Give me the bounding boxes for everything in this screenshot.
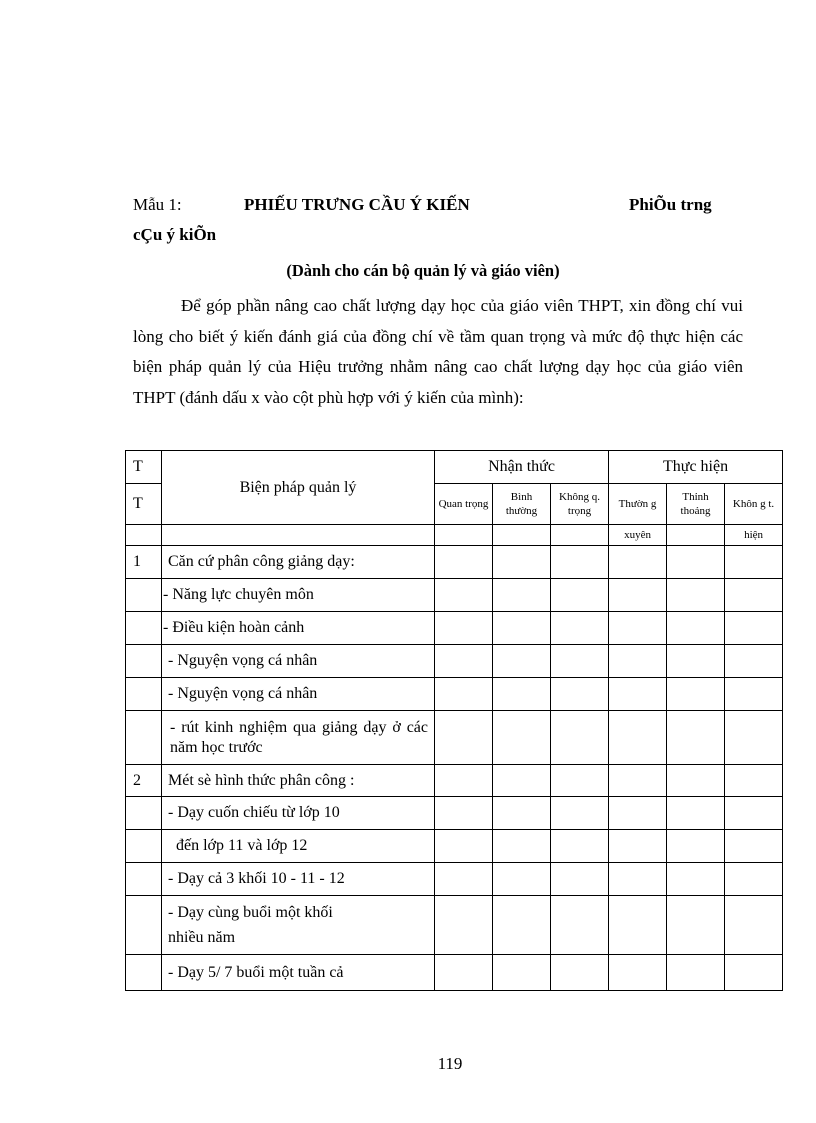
row-measure: - rút kinh nghiệm qua giảng dạy ở các năm học trước <box>162 711 435 765</box>
answer-cell[interactable] <box>725 863 783 896</box>
answer-cell[interactable] <box>493 579 551 612</box>
table-cell <box>435 525 493 546</box>
answer-cell[interactable] <box>609 579 667 612</box>
row-measure: Mét sè hình thức phân công : <box>162 765 435 797</box>
table-row <box>126 711 783 765</box>
answer-cell[interactable] <box>493 612 551 645</box>
row-measure: - Dạy cuốn chiếu từ lớp 10 <box>162 797 435 830</box>
answer-cell[interactable] <box>551 579 609 612</box>
impl-col-sometimes: Thỉnh thoảng <box>667 484 725 525</box>
answer-cell[interactable] <box>551 797 609 830</box>
row-number <box>126 612 162 645</box>
awareness-col-not-important: Không q. trọng <box>551 484 609 525</box>
answer-cell[interactable] <box>667 863 725 896</box>
row-measure: - Điều kiện hoàn cảnh <box>162 612 435 645</box>
answer-cell[interactable] <box>435 579 493 612</box>
answer-cell[interactable] <box>609 830 667 863</box>
answer-cell[interactable] <box>725 645 783 678</box>
impl-col-sometimes-cont <box>667 525 725 546</box>
answer-cell[interactable] <box>725 955 783 991</box>
table-row <box>126 830 783 863</box>
row-number <box>126 579 162 612</box>
answer-cell[interactable] <box>435 830 493 863</box>
answer-cell[interactable] <box>435 711 493 765</box>
answer-cell[interactable] <box>435 678 493 711</box>
answer-cell[interactable] <box>493 863 551 896</box>
table-row <box>126 645 783 678</box>
answer-cell[interactable] <box>551 546 609 579</box>
row-measure: - Dạy cả 3 khối 10 - 11 - 12 <box>162 863 435 896</box>
answer-cell[interactable] <box>551 765 609 797</box>
row-number <box>126 955 162 991</box>
answer-cell[interactable] <box>667 797 725 830</box>
table-row <box>126 546 783 579</box>
table-row <box>126 612 783 645</box>
row-number <box>126 830 162 863</box>
answer-cell[interactable] <box>493 955 551 991</box>
answer-cell[interactable] <box>609 896 667 955</box>
answer-cell[interactable] <box>667 678 725 711</box>
garbled-title-part-1: PhiÕu trng <box>629 195 712 214</box>
impl-col-never-cont: hiện <box>725 525 783 546</box>
row-measure: đến lớp 11 và lớp 12 <box>162 830 435 863</box>
answer-cell[interactable] <box>435 765 493 797</box>
answer-cell[interactable] <box>493 765 551 797</box>
form-label: Mẫu 1: <box>133 195 182 214</box>
answer-cell[interactable] <box>435 645 493 678</box>
answer-cell[interactable] <box>551 896 609 955</box>
answer-cell[interactable] <box>667 645 725 678</box>
answer-cell[interactable] <box>725 546 783 579</box>
answer-cell[interactable] <box>493 896 551 955</box>
answer-cell[interactable] <box>435 612 493 645</box>
awareness-group-header: Nhận thức <box>435 451 609 484</box>
answer-cell[interactable] <box>667 896 725 955</box>
answer-cell[interactable] <box>493 546 551 579</box>
answer-cell[interactable] <box>435 546 493 579</box>
answer-cell[interactable] <box>667 711 725 765</box>
row-measure: - Nguyện vọng cá nhân <box>162 678 435 711</box>
awareness-col-important: Quan trọng <box>435 484 493 525</box>
answer-cell[interactable] <box>493 645 551 678</box>
form-header <box>133 195 733 219</box>
table-row <box>126 797 783 830</box>
answer-cell[interactable] <box>609 863 667 896</box>
answer-cell[interactable] <box>725 711 783 765</box>
answer-cell[interactable] <box>667 765 725 797</box>
row-number: 2 <box>126 765 162 797</box>
answer-cell[interactable] <box>609 546 667 579</box>
answer-cell[interactable] <box>725 896 783 955</box>
page-number: 119 <box>437 1054 463 1073</box>
answer-cell[interactable] <box>667 546 725 579</box>
row-measure: Căn cứ phân công giảng dạy: <box>162 546 435 579</box>
answer-cell[interactable] <box>725 678 783 711</box>
answer-cell[interactable] <box>551 612 609 645</box>
answer-cell[interactable] <box>493 678 551 711</box>
answer-cell[interactable] <box>667 955 725 991</box>
intro-paragraph: Để góp phần nâng cao chất lượng dạy học của giáo viên THPT, xin đồng chí vui lòng cho biết ý kiến đánh giá của đồng chí về tầm quan trọng và mức độ thực hiện các biện pháp quản lý của Hiệu trưởng nhằm nâng cao chất lượng dạy học của giáo viên THPT (đánh dấu x vào cột phù hợp với ý kiến của mình): <box>133 296 743 407</box>
row-number <box>126 711 162 765</box>
stt-header-top: T <box>126 451 162 484</box>
answer-cell[interactable] <box>667 612 725 645</box>
answer-cell[interactable] <box>551 711 609 765</box>
row-measure: - Dạy cùng buổi một khối nhiều năm <box>162 896 435 955</box>
table-cell <box>126 525 162 546</box>
table-cell <box>493 525 551 546</box>
answer-cell[interactable] <box>609 645 667 678</box>
survey-table <box>125 450 783 991</box>
answer-cell[interactable] <box>435 863 493 896</box>
answer-cell[interactable] <box>609 955 667 991</box>
answer-cell[interactable] <box>609 711 667 765</box>
answer-cell[interactable] <box>551 955 609 991</box>
table-cell <box>551 525 609 546</box>
answer-cell[interactable] <box>725 579 783 612</box>
stt-header-bottom: T <box>126 484 162 525</box>
table-row <box>126 765 783 797</box>
answer-cell[interactable] <box>493 830 551 863</box>
row-measure: - Năng lực chuyên môn <box>162 579 435 612</box>
table-row <box>126 955 783 991</box>
row-number <box>126 797 162 830</box>
impl-col-never: Khôn g t. <box>725 484 783 525</box>
answer-cell[interactable] <box>551 830 609 863</box>
answer-cell[interactable] <box>493 711 551 765</box>
answer-cell[interactable] <box>725 797 783 830</box>
table-cell <box>162 525 435 546</box>
row-number <box>126 896 162 955</box>
answer-cell[interactable] <box>609 612 667 645</box>
row-number <box>126 645 162 678</box>
answer-cell[interactable] <box>609 765 667 797</box>
answer-cell[interactable] <box>435 955 493 991</box>
answer-cell[interactable] <box>609 678 667 711</box>
answer-cell[interactable] <box>493 797 551 830</box>
table-row <box>126 678 783 711</box>
table-row <box>126 579 783 612</box>
row-number: 1 <box>126 546 162 579</box>
answer-cell[interactable] <box>551 678 609 711</box>
answer-cell[interactable] <box>725 612 783 645</box>
answer-cell[interactable] <box>609 797 667 830</box>
answer-cell[interactable] <box>551 863 609 896</box>
measure-column-header: Biện pháp quản lý <box>162 451 435 525</box>
awareness-col-normal: Bình thường <box>493 484 551 525</box>
form-subtitle: (Dành cho cán bộ quản lý và giáo viên) <box>286 261 560 280</box>
table-row <box>126 896 783 955</box>
row-measure: - Dạy 5/ 7 buổi một tuần cả <box>162 955 435 991</box>
answer-cell[interactable] <box>725 765 783 797</box>
answer-cell[interactable] <box>435 797 493 830</box>
impl-col-often: Thườn g <box>609 484 667 525</box>
answer-cell[interactable] <box>667 579 725 612</box>
table-row <box>126 863 783 896</box>
row-measure: - Nguyện vọng cá nhân <box>162 645 435 678</box>
answer-cell[interactable] <box>667 830 725 863</box>
answer-cell[interactable] <box>725 830 783 863</box>
answer-cell[interactable] <box>551 645 609 678</box>
impl-col-often-cont: xuyên <box>609 525 667 546</box>
garbled-title-part-2: cÇu ý kiÕn <box>133 225 217 244</box>
table-header-row-1 <box>126 451 783 484</box>
table-header-row-3 <box>126 525 783 546</box>
row-number <box>126 863 162 896</box>
answer-cell[interactable] <box>435 896 493 955</box>
implementation-group-header: Thực hiện <box>609 451 783 484</box>
form-title: PHIẾU TRƯNG CẦU Ý KIẾN <box>244 195 470 214</box>
row-number <box>126 678 162 711</box>
